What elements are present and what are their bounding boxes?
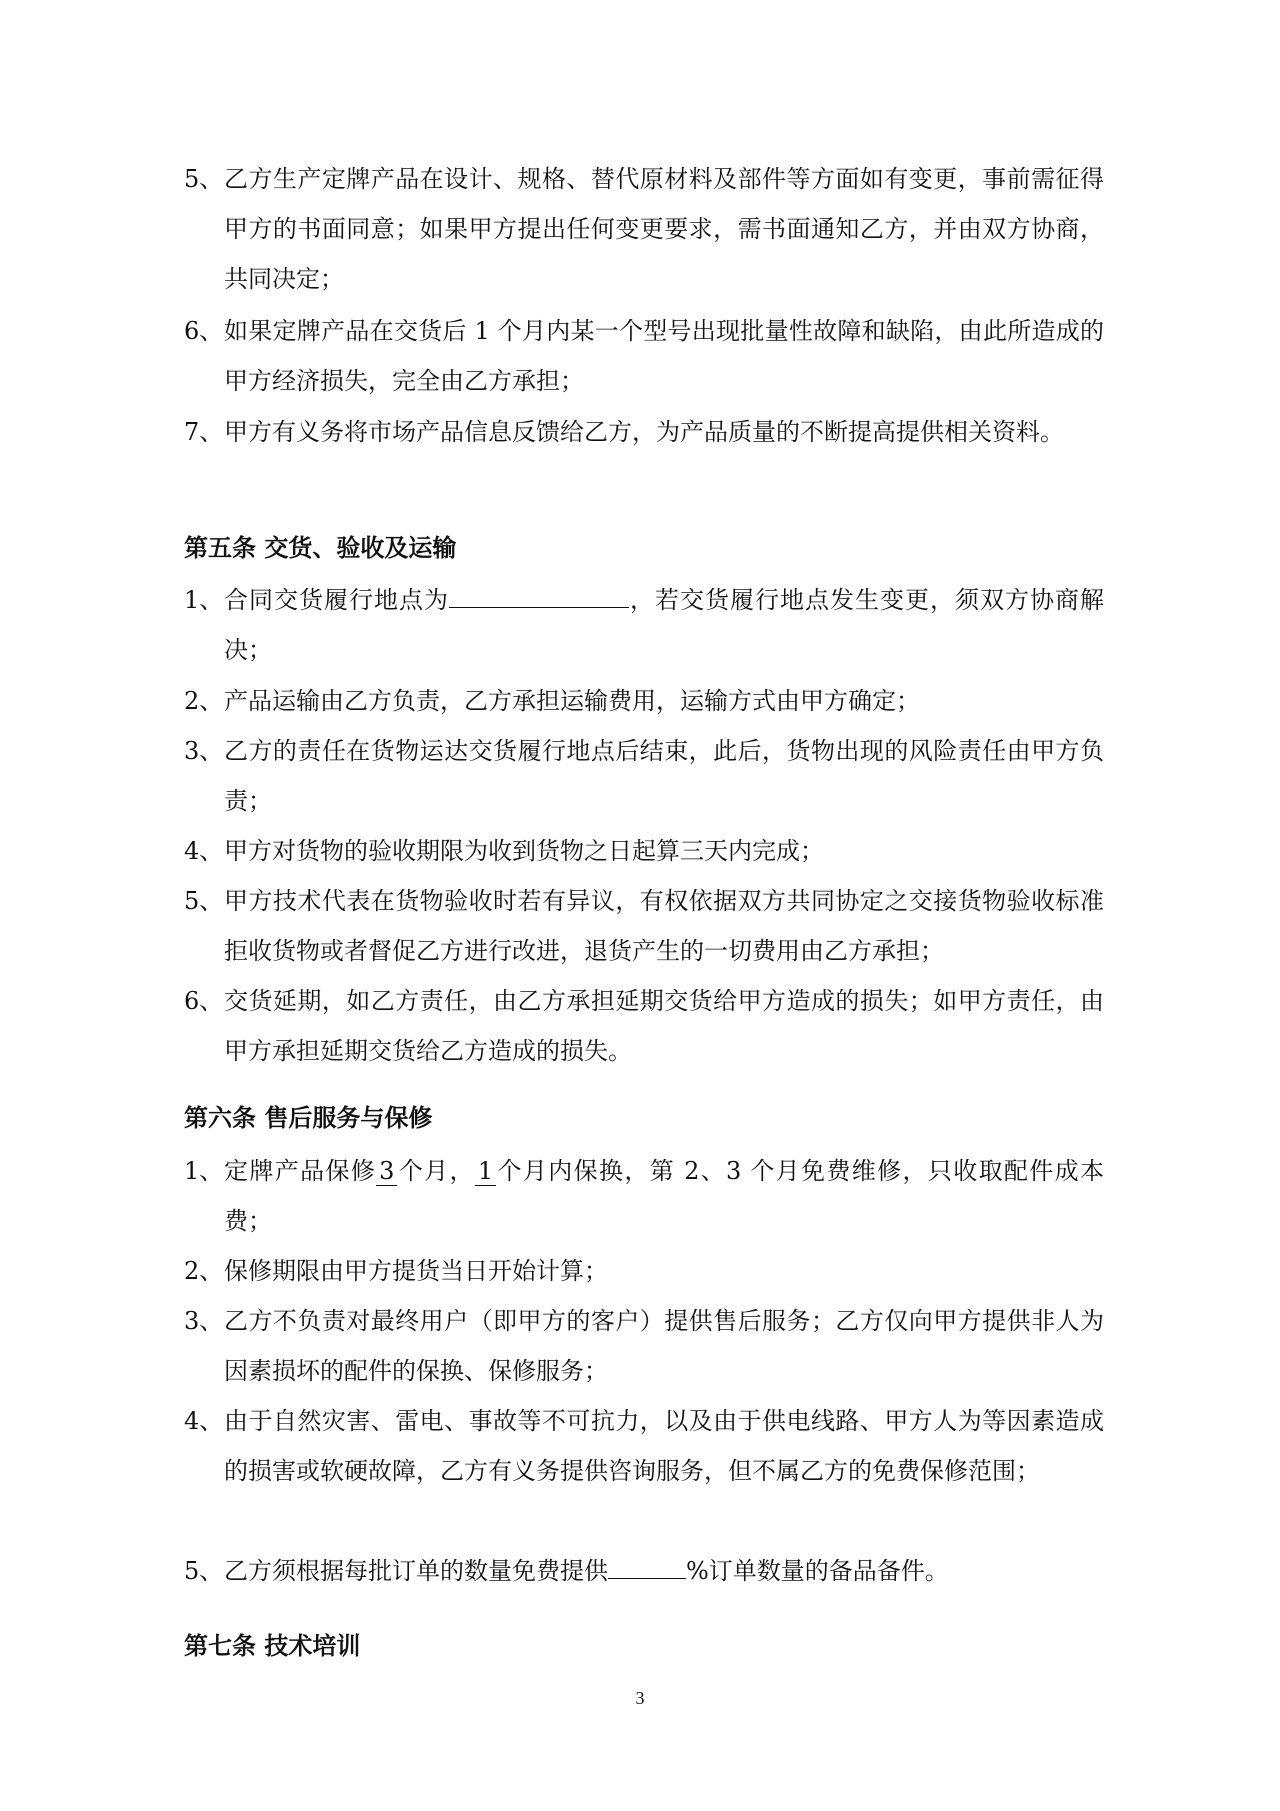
item-text-part: %订单数量的备品备件。: [686, 1557, 949, 1585]
item-text: [224, 1546, 1104, 1596]
list-item: [184, 407, 1104, 457]
item-text: [224, 575, 1104, 675]
item-text-part: 乙方须根据每批订单的数量免费提供: [224, 1557, 608, 1585]
item-text: [224, 1146, 1104, 1246]
section-heading: 第六条 售后服务与保修: [184, 1104, 433, 1132]
page-number: 3: [635, 1688, 645, 1708]
warranty-months-value: 3: [376, 1157, 397, 1186]
item-number: 5、: [184, 165, 224, 193]
item-number: 2、: [184, 687, 224, 715]
item-text: 乙方不负责对最终用户（即甲方的客户）提供售后服务；乙方仅向甲方提供非人为因素损坏的配件的保换、保修服务；: [224, 1307, 1104, 1385]
section-heading: 第五条 交货、验收及运输: [184, 534, 457, 562]
list-item: [184, 1296, 1104, 1396]
item-text: 保修期限由甲方提货当日开始计算；: [224, 1257, 608, 1285]
section-heading: 第七条 技术培训: [184, 1632, 361, 1660]
item-number: 1、: [184, 1157, 224, 1185]
item-text: 如果定牌产品在交货后 1 个月内某一个型号出现批量性故障和缺陷，由此所造成的甲方经济损失，完全由乙方承担；: [224, 317, 1104, 395]
item-text-part: ，若交货履行地点发生变更，须双方协商解决；: [224, 586, 1104, 664]
item-text-part: 合同交货履行地点为: [224, 586, 449, 614]
item-number: 6、: [184, 987, 224, 1015]
item-text-part: 定牌产品保修: [224, 1157, 377, 1185]
item-text: 由于自然灾害、雷电、事故等不可抗力，以及由于供电线路、甲方人为等因素造成的损害或软硬故障，乙方有义务提供咨询服务，但不属乙方的免费保修范围；: [224, 1407, 1104, 1485]
item-text: 乙方生产定牌产品在设计、规格、替代原材料及部件等方面如有变更，事前需征得甲方的书面同意；如果甲方提出任何变更要求，需书面通知乙方，并由双方协商，共同决定；: [224, 165, 1104, 293]
item-number: 1、: [184, 586, 224, 614]
list-item: [184, 1396, 1104, 1496]
list-item: [184, 1246, 1104, 1296]
list-item: [184, 306, 1104, 406]
list-item: [184, 575, 1104, 675]
item-text: 甲方技术代表在货物验收时若有异议，有权依据双方共同协定之交接货物验收标准拒收货物或者督促乙方进行改进，退货产生的一切费用由乙方承担；: [224, 887, 1104, 965]
item-text: 乙方的责任在货物运达交货履行地点后结束，此后，货物出现的风险责任由甲方负责；: [224, 737, 1104, 815]
item-number: 5、: [184, 1557, 224, 1585]
list-item: [184, 876, 1104, 976]
list-item: [184, 1546, 1104, 1596]
item-text-part: 个月内保换，第 2、3 个月免费维修，只收取配件成本费；: [224, 1157, 1105, 1235]
item-number: 3、: [184, 737, 224, 765]
item-number: 7、: [184, 418, 224, 446]
item-number: 5、: [184, 887, 224, 915]
item-text: 交货延期，如乙方责任，由乙方承担延期交货给甲方造成的损失；如甲方责任，由甲方承担延期交货给乙方造成的损失。: [224, 987, 1104, 1065]
item-text: 甲方对货物的验收期限为收到货物之日起算三天内完成；: [224, 837, 824, 865]
list-item: [184, 976, 1104, 1076]
spare-percent-blank: [608, 1552, 686, 1579]
item-text: 甲方有义务将市场产品信息反馈给乙方，为产品质量的不断提高提供相关资料。: [224, 418, 1064, 446]
list-item: [184, 154, 1104, 304]
exchange-months-value: 1: [475, 1157, 496, 1186]
item-number: 2、: [184, 1257, 224, 1285]
list-item: [184, 1146, 1104, 1246]
list-item: [184, 676, 1104, 726]
item-number: 4、: [184, 837, 224, 865]
list-item: [184, 826, 1104, 876]
item-number: 6、: [184, 317, 224, 345]
item-text-part: 个月，: [397, 1157, 475, 1185]
item-number: 3、: [184, 1307, 224, 1335]
item-text: 产品运输由乙方负责，乙方承担运输费用，运输方式由甲方确定；: [224, 687, 920, 715]
item-number: 4、: [184, 1407, 224, 1435]
delivery-location-blank: [449, 581, 629, 608]
list-item: [184, 726, 1104, 826]
